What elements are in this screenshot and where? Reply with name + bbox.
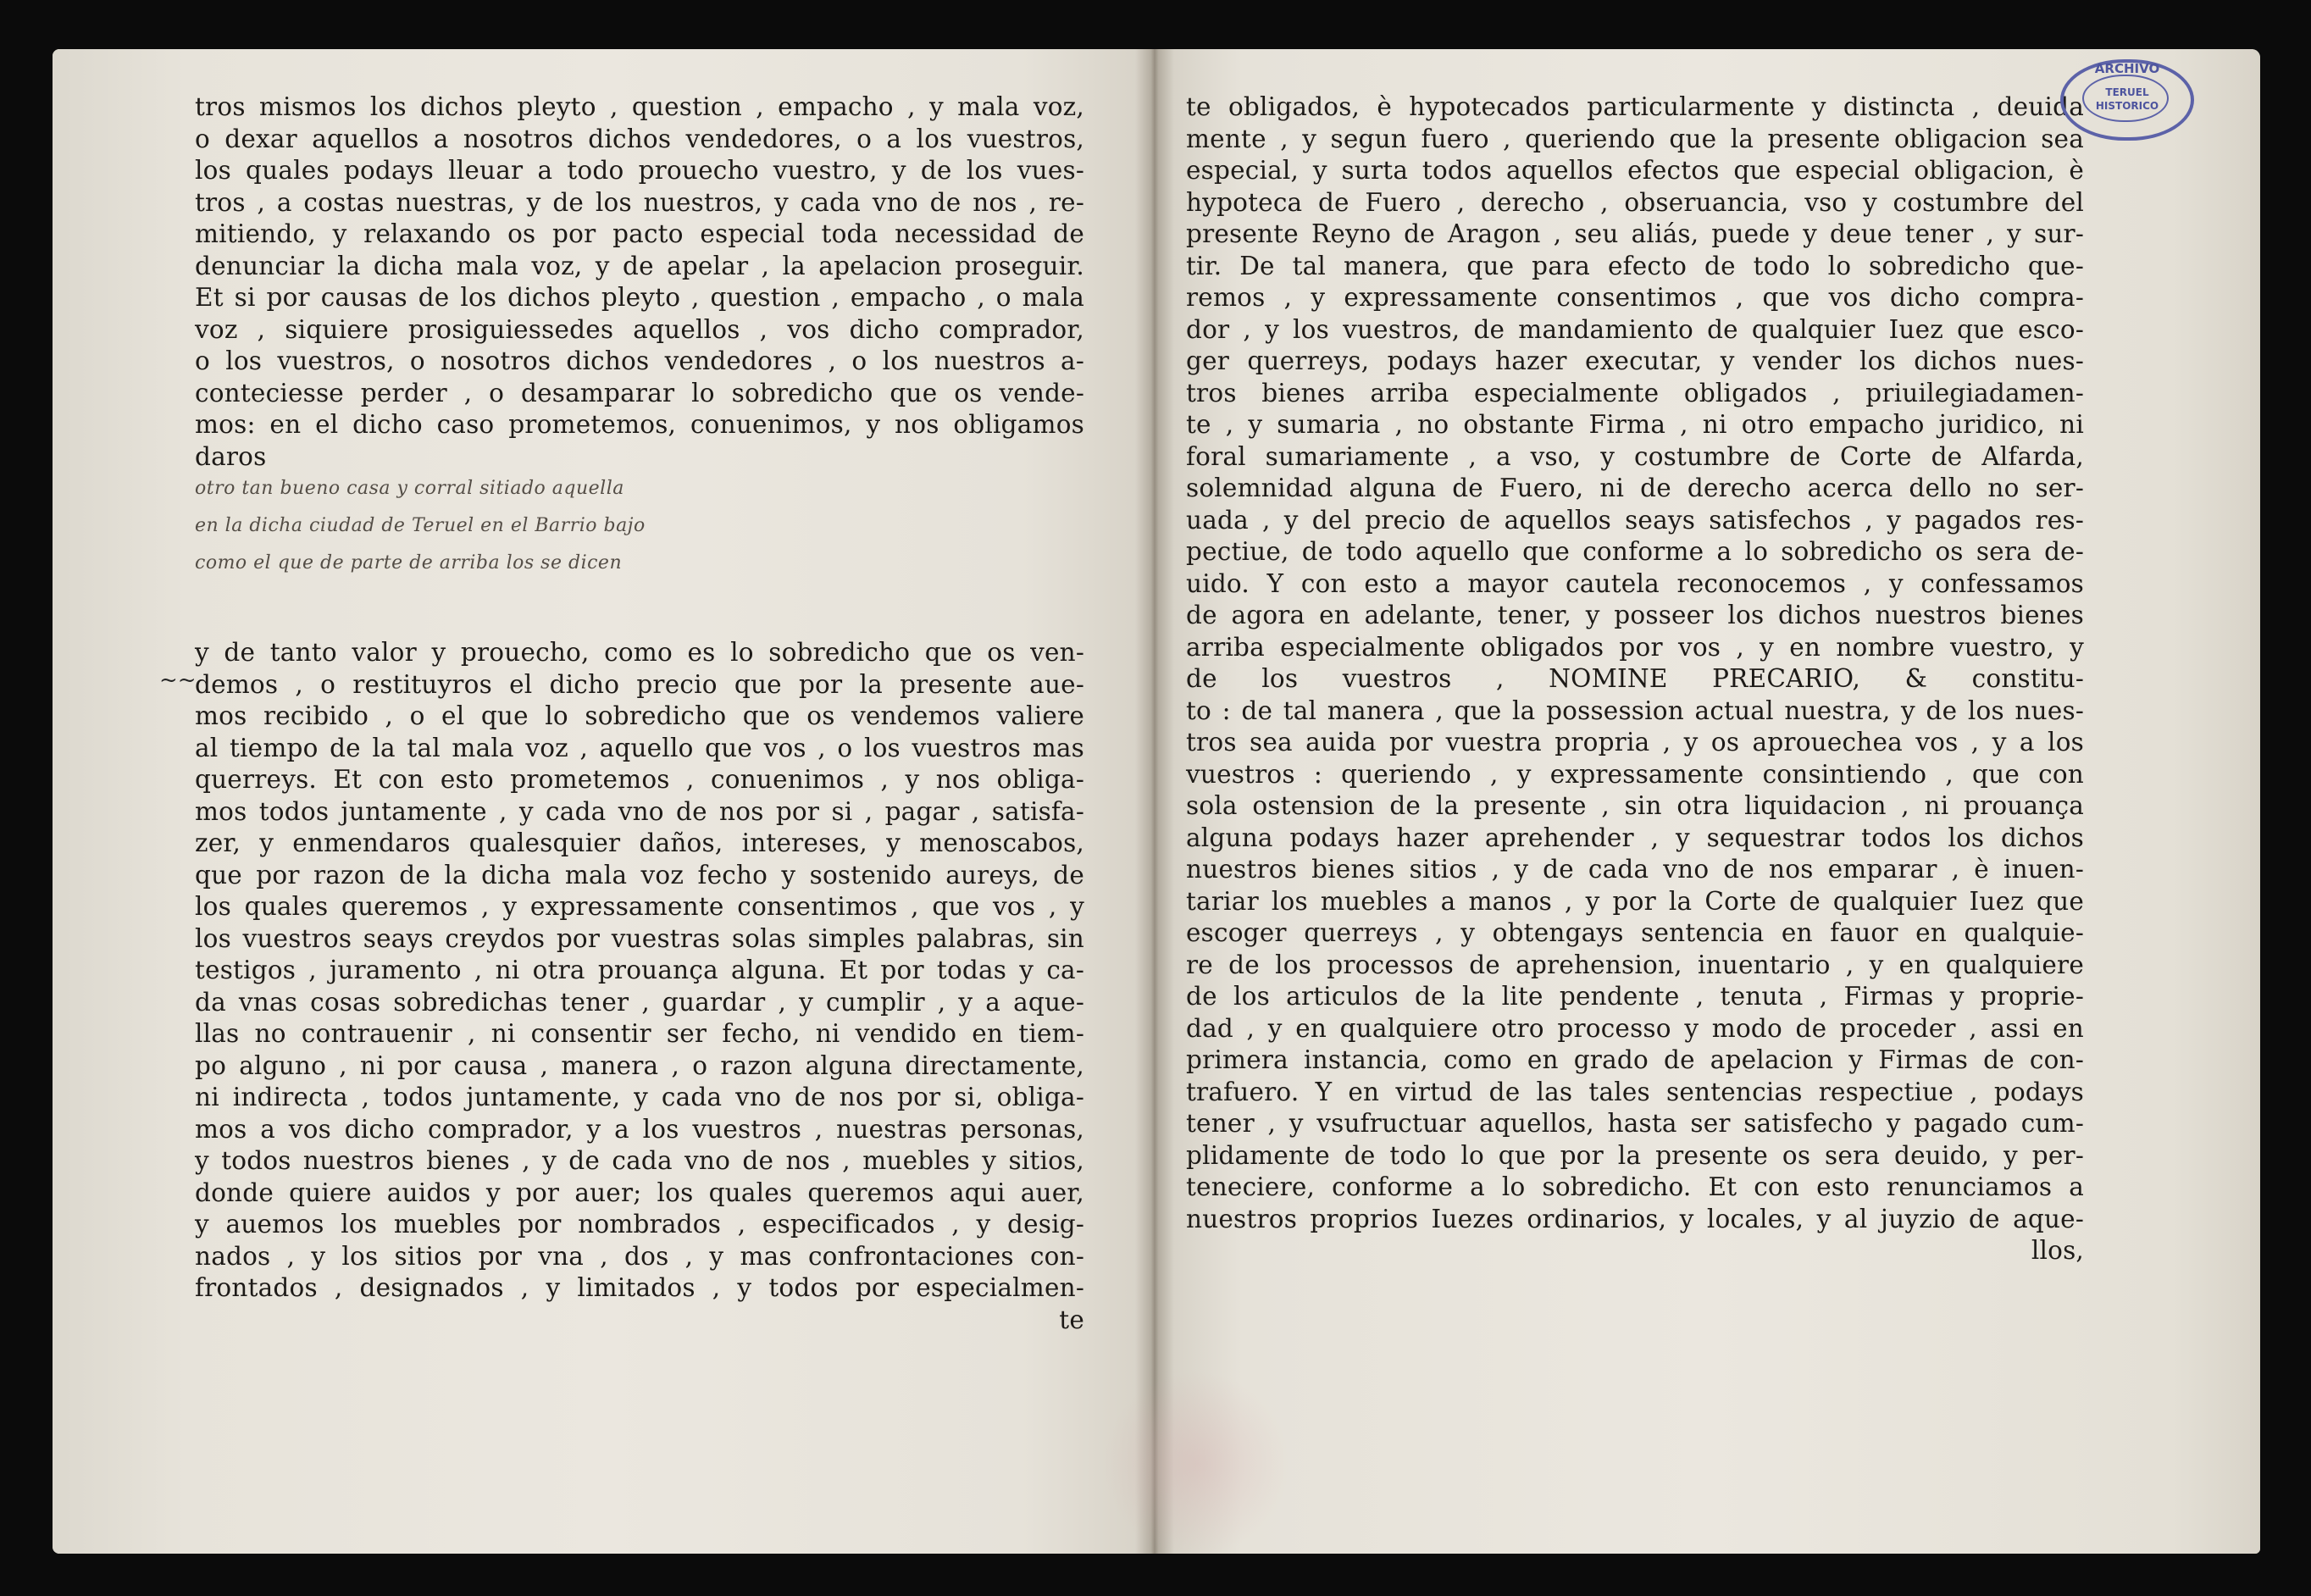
text-line: los quales queremos , y expressamente consentimos , que vos , y (195, 892, 1084, 921)
text-line: primera instancia, como en grado de apelacion y Firmas de con- (1186, 1045, 2084, 1074)
text-line: plidamente de todo lo que por la presente os sera deuido, y per- (1186, 1140, 2084, 1170)
text-line: sola ostension de la presente , sin otra liquidacion , ni prouança (1186, 791, 2084, 820)
text-line: frontados , designados , y limitados , y todos por especialmen- (195, 1273, 1084, 1302)
text-line: o dexar aquellos a nosotros dichos vendedores, o a los vuestros, (195, 124, 1084, 153)
text-line: los quales podays lleuar a todo prouecho vuestro, y de los vues- (195, 156, 1084, 185)
stamp-text-top: ARCHIVO (2094, 61, 2160, 76)
paper-stain (1103, 1371, 1289, 1554)
text-line: y todos nuestros bienes , y de cada vno de nos , muebles y sitios, (195, 1146, 1084, 1175)
text-line: testigos , juramento , ni otra prouança alguna. Et por todas y ca- (195, 956, 1084, 984)
text-line: to : de tal manera , que la possession actual nuestra, y de los nues- (1186, 695, 2084, 725)
text-line: daros (195, 441, 267, 471)
text-line: alguna podays hazer aprehender , y sequestrar todos los dichos (1186, 823, 2084, 852)
right-page-text (1186, 91, 2084, 1267)
text-line: conteciesse perder , o desamparar lo sobredicho que os vende- (195, 378, 1084, 407)
text-line: uido. Y con esto a mayor cautela reconocemos , y confessamos (1186, 568, 2084, 598)
text-line: nuestros bienes sitios , y de cada vno de nos emparar , è inuen- (1186, 855, 2084, 884)
text-line: mos a vos dicho comprador, y a los vuestros , nuestras personas, (195, 1114, 1084, 1144)
handwritten-line: otro tan bueno casa y corral sitiado aquella (195, 478, 624, 499)
text-line: voz , siquiere prosiguiessedes aquellos , vos dicho comprador, (195, 314, 1084, 344)
text-line: te , y sumaria , no obstante Firma , ni otro empacho juridico, ni (1186, 410, 2084, 439)
text-line: tener , y vsufructuar aquellos, hasta ser satisfecho y pagado cum- (1186, 1109, 2084, 1138)
text-line: zer, y enmendaros qualesquier daños, intereses, y menoscabos, (195, 828, 1084, 857)
stamp-text-bottom: HISTORICO (2095, 100, 2159, 112)
text-line: de los articulos de la lite pendente , tenuta , Firmas y proprie- (1186, 982, 2084, 1011)
text-line: tros sea auida por vuestra propria , y os aprouechea vos , y a los (1186, 728, 2084, 756)
right-text-body (1186, 91, 2084, 1235)
text-line: los vuestros seays creydos por vuestras solas simples palabras, sin (195, 923, 1084, 953)
text-line: mos: en el dicho caso prometemos, conuenimos, y nos obligamos (195, 410, 1084, 439)
text-line: mitiendo, y relaxando os por pacto especial toda necessidad de (195, 219, 1084, 248)
text-line: po alguno , ni por causa , manera , o razon alguna directamente, (195, 1050, 1084, 1080)
text-line: demos , o restituyros el dicho precio que por la presente aue- (195, 669, 1084, 699)
left-text-top (195, 91, 1084, 473)
text-line: que por razon de la dicha mala voz fecho y sostenido aureys, de (195, 860, 1084, 889)
text-line: nuestros proprios Iuezes ordinarios, y locales, y al juyzio de aque- (1186, 1204, 2084, 1233)
text-line: foral sumariamente , a vso, y costumbre de Corte de Alfarda, (1186, 441, 2084, 471)
text-line: teneciere, conforme a lo sobredicho. Et con esto renunciamos a (1186, 1172, 2084, 1201)
handwritten-insertion (195, 473, 1084, 585)
text-line: tariar los muebles a manos , y por la Corte de qualquier Iuez que (1186, 886, 2084, 916)
text-line: te obligados, è hypotecados particularmente y distincta , deuida (1186, 92, 2084, 121)
left-page-text (195, 91, 1084, 1336)
archive-stamp (2060, 59, 2194, 141)
text-line: Et si por causas de los dichos pleyto , question , empacho , o mala (195, 283, 1084, 312)
text-line: de agora en adelante, tener, y posseer los dichos nuestros bienes (1186, 601, 2084, 629)
text-line: trafuero. Y en virtud de las tales sentencias respectiue , podays (1186, 1077, 2084, 1106)
text-line: llas no contrauenir , ni consentir ser fecho, ni vendido en tiem- (195, 1019, 1084, 1048)
text-line: hypoteca de Fuero , derecho , obseruancia, vso y costumbre del (1186, 187, 2084, 217)
text-line: da vnas cosas sobredichas tener , guardar , y cumplir , y a aque- (195, 987, 1084, 1017)
text-line: pectiue, de todo aquello que conforme a lo sobredicho os sera de- (1186, 537, 2084, 566)
text-line: especial, y surta todos aquellos efectos que especial obligacion, è (1186, 156, 2084, 185)
text-line: tros bienes arriba especialmente obligados , priuilegiadamen- (1186, 378, 2084, 407)
text-line: tir. De tal manera, que para efecto de todo lo sobredicho que- (1186, 251, 2084, 280)
text-line: mos todos juntamente , y cada vno de nos por si , pagar , satisfa- (195, 796, 1084, 826)
text-line: escoger querreys , y obtengays sentencia en fauor en qualquie- (1186, 918, 2084, 947)
text-line: solemnidad alguna de Fuero, ni de derecho acerca dello no ser- (1186, 474, 2084, 502)
text-line: mente , y segun fuero , queriendo que la presente obligacion sea (1186, 124, 2084, 153)
text-line: y auemos los muebles por nombrados , especificados , y desig- (195, 1210, 1084, 1239)
margin-mark: ~~ (159, 668, 197, 693)
stamp-text-middle: TERUEL (2105, 86, 2149, 98)
text-line: o los vuestros, o nosotros dichos vendedores , o los nuestros a- (195, 346, 1084, 375)
handwritten-line: en la dicha ciudad de Teruel en el Barrio bajo (195, 515, 646, 536)
left-text-bottom (195, 637, 1084, 1305)
text-line: re de los processos de aprehension, inuentario , y en qualquiere (1186, 950, 2084, 979)
stamp-inner-ring (2082, 75, 2169, 122)
text-line: remos , y expressamente consentimos , que vos dicho compra- (1186, 283, 2084, 312)
text-line: mos recibido , o el que lo sobredicho que os vendemos valiere (195, 701, 1084, 730)
text-line: al tiempo de la tal mala voz , aquello que vos , o los vuestros mas (195, 733, 1084, 762)
text-line: vuestros : queriendo , y expressamente consintiendo , que con (1186, 759, 2084, 789)
text-line: y de tanto valor y prouecho, como es lo sobredicho que os ven- (195, 638, 1084, 667)
text-line: denunciar la dicha mala voz, y de apelar , la apelacion proseguir. (195, 251, 1084, 280)
book-gutter (1135, 49, 1174, 1554)
catchword: te (1059, 1305, 1084, 1334)
text-line: ger querreys, podays hazer executar, y vender los dichos nues- (1186, 346, 2084, 375)
catchword: llos, (2031, 1236, 2084, 1265)
text-line: tros mismos los dichos pleyto , question , empacho , y mala voz, (195, 92, 1084, 121)
text-line: dor , y los vuestros, de mandamiento de qualquier Iuez que esco- (1186, 314, 2084, 344)
text-line: uada , y del precio de aquellos seays satisfechos , y pagados res- (1186, 505, 2084, 535)
text-line: dad , y en qualquiere otro processo y modo de proceder , assi en (1186, 1013, 2084, 1043)
text-line: ni indirecta , todos juntamente, y cada vno de nos por si, obliga- (195, 1083, 1084, 1111)
handwritten-line: como el que de parte de arriba los se dicen (195, 552, 623, 574)
text-line: de los vuestros , NOMINE PRECARIO, & constitu- (1186, 664, 2084, 693)
text-line: tros , a costas nuestras, y de los nuestros, y cada vno de nos , re- (195, 187, 1084, 217)
text-line: arriba especialmente obligados por vos , y en nombre vuestro, y (1186, 632, 2084, 662)
text-line: querreys. Et con esto prometemos , conuenimos , y nos obliga- (195, 765, 1084, 794)
text-line: nados , y los sitios por vna , dos , y mas confrontaciones con- (195, 1241, 1084, 1271)
text-line: presente Reyno de Aragon , seu aliás, puede y deue tener , y sur- (1186, 219, 2084, 248)
text-line: donde quiere auidos y por auer; los quales queremos aqui auer, (195, 1178, 1084, 1207)
